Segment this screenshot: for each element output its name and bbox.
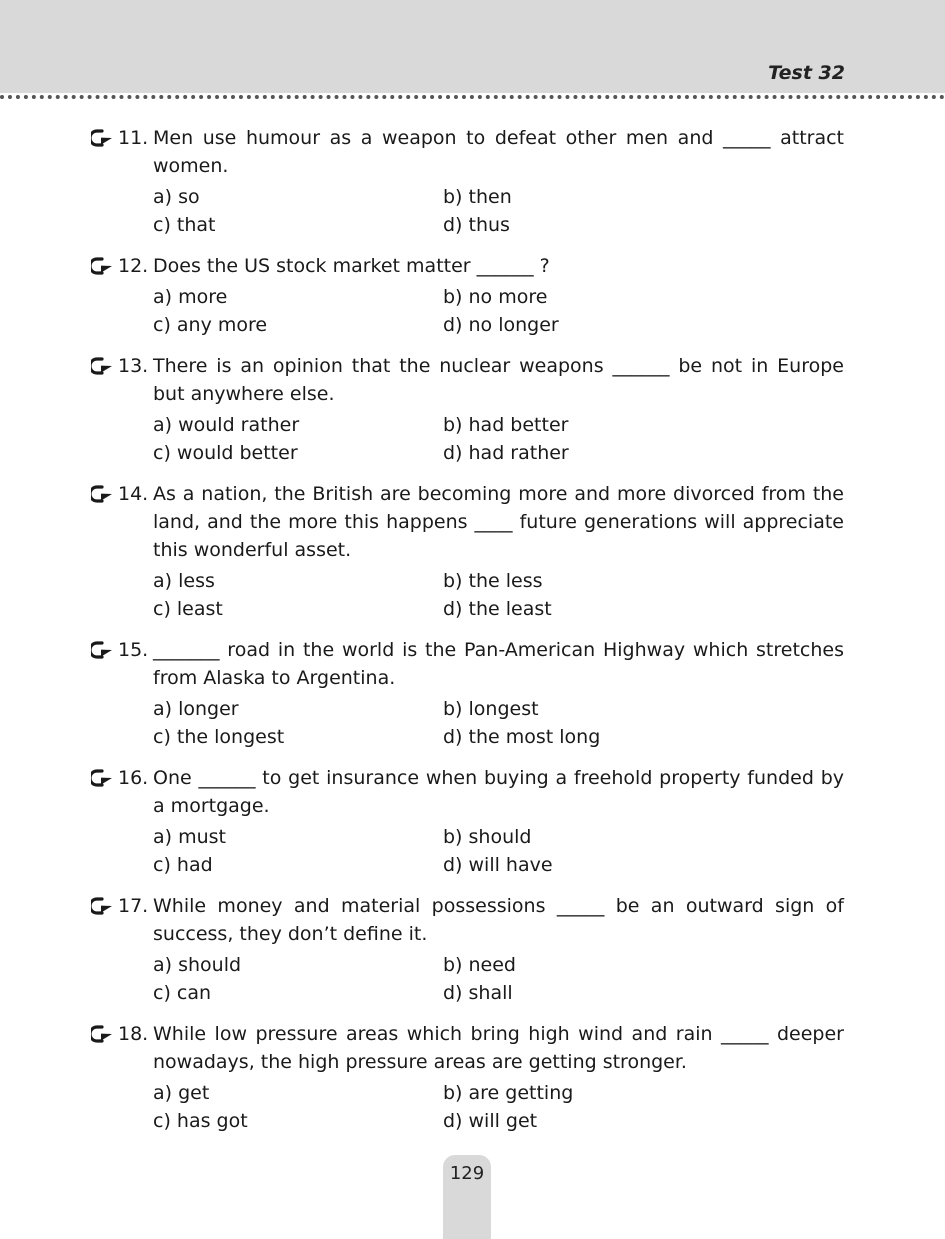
curved-arrow-icon [91,769,113,787]
question-list [0,124,945,1148]
question-11 [0,124,945,239]
question-17 [0,892,945,1007]
option-a[interactable]: a) less [153,570,215,592]
option-c[interactable]: c) had [153,854,213,876]
option-a[interactable]: a) get [153,1082,210,1104]
option-d[interactable]: d) no longer [443,314,559,336]
question-number: 17. [118,895,149,917]
option-d[interactable]: d) the least [443,598,552,620]
option-c[interactable]: c) can [153,982,212,1004]
answer-options [153,951,844,1007]
question-number: 18. [118,1023,149,1045]
curved-arrow-icon [91,357,113,375]
option-c[interactable]: c) least [153,598,223,620]
question-number: 15. [118,639,149,661]
option-a[interactable]: a) longer [153,698,239,720]
option-c[interactable]: c) would better [153,442,298,464]
option-c[interactable]: c) that [153,214,216,236]
curved-arrow-icon [91,897,113,915]
question-number: 16. [118,767,149,789]
question-12 [0,252,945,339]
curved-arrow-icon [91,641,113,659]
test-title: Test 32 [768,62,845,84]
option-b[interactable]: b) are getting [443,1082,574,1104]
answer-options [153,567,844,623]
option-c[interactable]: c) the longest [153,726,285,748]
option-b[interactable]: b) then [443,186,512,208]
option-d[interactable]: d) will have [443,854,553,876]
page-number: 129 [449,1163,485,1184]
option-d[interactable]: d) shall [443,982,513,1004]
question-text: There is an opinion that the nuclear weapons ______ be not in Europe but anywhere else. [153,355,844,405]
curved-arrow-icon [91,257,113,275]
question-number: 11. [118,127,149,149]
option-b[interactable]: b) should [443,826,532,848]
question-text: Men use humour as a weapon to defeat other men and _____ attract women. [153,127,844,177]
question-text: One ______ to get insurance when buying a freehold property funded by a mortgage. [153,767,844,817]
answer-options [153,283,844,339]
option-c[interactable]: c) any more [153,314,268,336]
option-a[interactable]: a) must [153,826,226,848]
option-d[interactable]: d) had rather [443,442,569,464]
question-text: Does the US stock market matter ______ ? [153,255,550,277]
option-b[interactable]: b) the less [443,570,543,592]
question-number: 12. [118,255,149,277]
option-d[interactable]: d) will get [443,1110,538,1132]
option-d[interactable]: d) the most long [443,726,601,748]
question-number: 14. [118,483,149,505]
question-text: While low pressure areas which bring high wind and rain _____ deeper nowadays, the high pressure areas are getting stronger. [153,1023,844,1073]
question-text: As a nation, the British are becoming more and more divorced from the land, and the more this happens ____ future generations will appreciate this wonderful asset. [153,483,844,561]
option-b[interactable]: b) longest [443,698,539,720]
curved-arrow-icon [91,1025,113,1043]
dotted-divider [0,95,945,99]
option-a[interactable]: a) more [153,286,228,308]
question-14 [0,480,945,623]
curved-arrow-icon [91,485,113,503]
question-text: _______ road in the world is the Pan-American Highway which stretches from Alaska to Argentina. [153,639,844,689]
question-18 [0,1020,945,1135]
option-a[interactable]: a) so [153,186,200,208]
curved-arrow-icon [91,129,113,147]
option-b[interactable]: b) need [443,954,516,976]
question-number: 13. [118,355,149,377]
option-a[interactable]: a) would rather [153,414,300,436]
option-d[interactable]: d) thus [443,214,510,236]
option-b[interactable]: b) no more [443,286,548,308]
question-15 [0,636,945,751]
answer-options [153,411,844,467]
answer-options [153,1079,844,1135]
question-text: While money and material possessions _____ be an outward sign of success, they don’t define it. [153,895,844,945]
question-13 [0,352,945,467]
option-b[interactable]: b) had better [443,414,569,436]
answer-options [153,823,844,879]
answer-options [153,183,844,239]
option-c[interactable]: c) has got [153,1110,248,1132]
question-16 [0,764,945,879]
answer-options [153,695,844,751]
option-a[interactable]: a) should [153,954,242,976]
